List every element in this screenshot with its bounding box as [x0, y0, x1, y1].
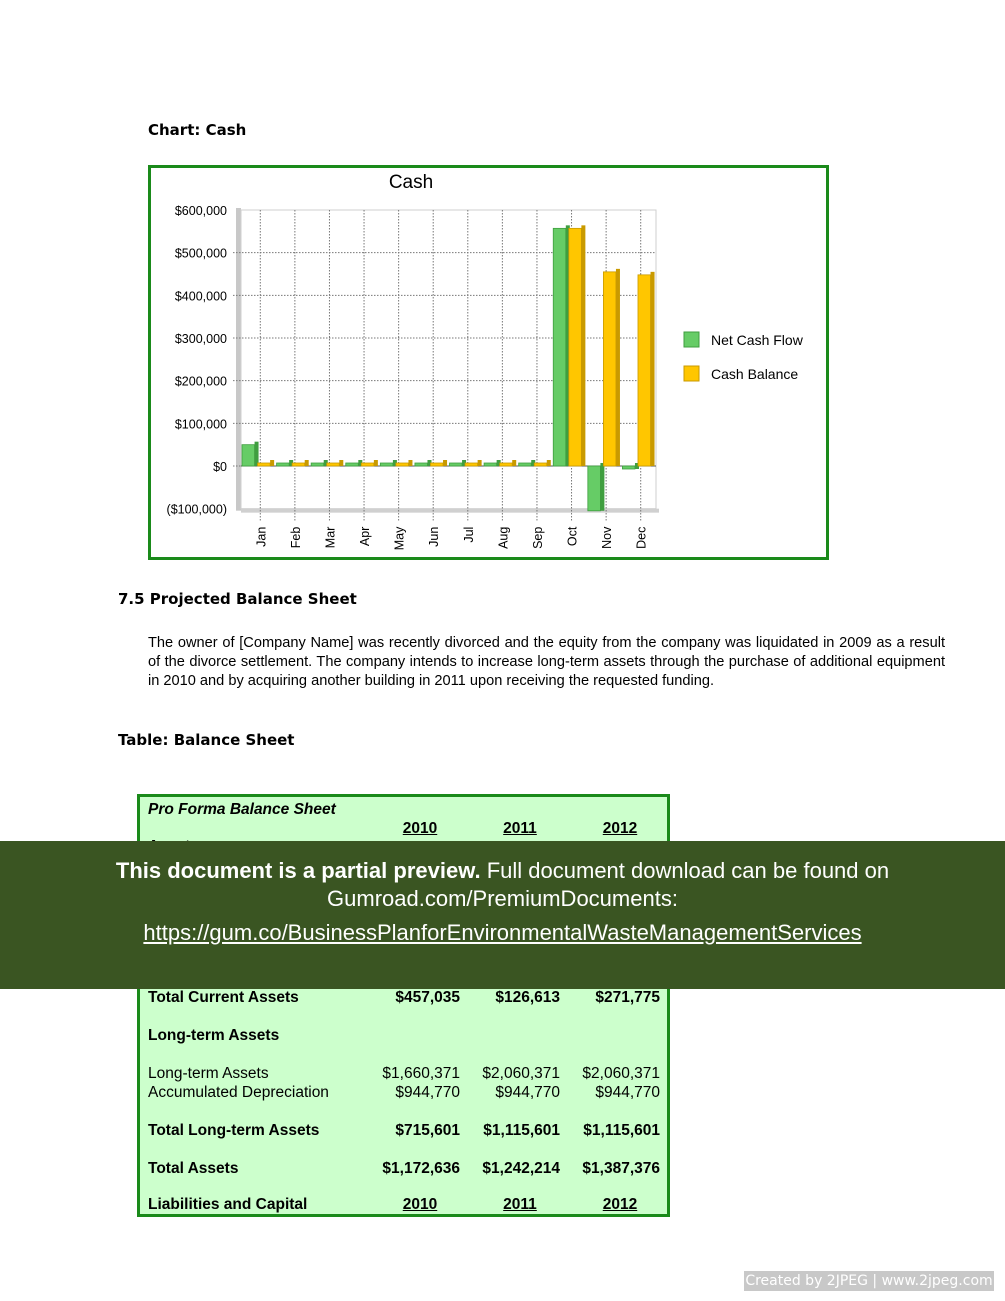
preview-banner — [0, 841, 1005, 989]
row-value: $2,060,371 — [482, 1065, 560, 1082]
table-row — [148, 1160, 663, 1180]
legend-label: Cash Balance — [711, 366, 799, 382]
plot-side-wall — [236, 208, 241, 511]
row-value: $944,770 — [495, 1084, 560, 1101]
row-value: $126,613 — [495, 989, 560, 1006]
table-title: Pro Forma Balance Sheet — [148, 801, 336, 818]
bar-cash-balance — [396, 463, 409, 466]
bar-side — [616, 269, 620, 466]
bar-cash-balance — [361, 463, 374, 466]
row-value: $1,172,636 — [382, 1160, 460, 1177]
table-row — [148, 1084, 663, 1104]
bar-side — [443, 460, 447, 466]
bar-side — [305, 460, 309, 466]
x-tick-label: Jan — [254, 526, 269, 547]
bar-net-cash-flow — [450, 463, 463, 466]
row-label: Total Assets — [148, 1160, 239, 1177]
x-tick-label: May — [392, 526, 407, 551]
bar-side — [270, 460, 274, 466]
x-tick-label: Oct — [565, 526, 580, 547]
bar-net-cash-flow — [622, 466, 635, 469]
row-value: $715,601 — [395, 1122, 460, 1139]
y-tick-label: $0 — [213, 460, 227, 474]
row-value: $1,115,601 — [483, 1122, 560, 1139]
bar-side — [600, 463, 604, 511]
row-value: $2,060,371 — [582, 1065, 660, 1082]
bar-side — [651, 272, 655, 466]
liabilities-label: Liabilities and Capital — [148, 1196, 308, 1213]
year-header: 2012 — [602, 820, 638, 837]
table-row — [148, 1027, 663, 1047]
bar-net-cash-flow — [519, 463, 532, 466]
bar-net-cash-flow — [277, 463, 290, 466]
bar-cash-balance — [569, 228, 582, 466]
x-tick-label: Nov — [600, 526, 615, 549]
row-value: $457,035 — [395, 989, 460, 1006]
chart-title: Cash — [388, 172, 434, 193]
bar-side — [255, 442, 259, 466]
preview-text: Full document download can be found on Gumroad.com/PremiumDocuments: — [327, 858, 890, 911]
cash-chart-svg — [151, 168, 826, 557]
preview-bold-text: This document is a partial preview. — [115, 858, 481, 883]
x-tick-label: Dec — [634, 526, 649, 549]
bar-net-cash-flow — [553, 228, 566, 466]
cash-chart — [148, 165, 829, 560]
bar-net-cash-flow — [484, 463, 497, 466]
row-label: Accumulated Depreciation — [148, 1084, 329, 1101]
table-title-row — [148, 801, 663, 821]
bar-cash-balance — [638, 275, 651, 466]
row-label: Total Long-term Assets — [148, 1122, 320, 1139]
y-tick-label: $400,000 — [174, 289, 227, 304]
section-heading: 7.5 Projected Balance Sheet — [118, 590, 357, 608]
bar-net-cash-flow — [242, 445, 255, 466]
bar-side — [374, 460, 378, 466]
row-value: $1,115,601 — [583, 1122, 660, 1139]
x-tick-label: Mar — [323, 526, 338, 549]
bar-cash-balance — [534, 463, 547, 466]
watermark: Created by 2JPEG | www.2jpeg.com — [745, 1273, 993, 1289]
row-value: $1,660,371 — [382, 1065, 460, 1082]
bar-side — [408, 460, 412, 466]
legend-swatch — [684, 366, 699, 381]
bar-cash-balance — [430, 463, 443, 466]
year-header: 2010 — [402, 1196, 438, 1213]
download-link[interactable]: https://gum.co/BusinessPlanforEnvironmentalWasteManagementServices — [143, 920, 862, 945]
x-tick-label: Aug — [496, 526, 511, 549]
table-row — [148, 1065, 663, 1085]
row-value: $271,775 — [595, 989, 660, 1006]
x-tick-label: Apr — [358, 526, 373, 547]
bar-side — [339, 460, 343, 466]
y-tick-label: ($100,000) — [166, 502, 227, 517]
bar-side — [478, 460, 482, 466]
bar-cash-balance — [258, 463, 271, 466]
bar-net-cash-flow — [588, 466, 601, 511]
legend-swatch — [684, 332, 699, 347]
bar-cash-balance — [500, 463, 513, 466]
row-value: $944,770 — [395, 1084, 460, 1101]
bar-cash-balance — [465, 463, 478, 466]
x-tick-label: Sep — [530, 526, 545, 549]
x-tick-label: Jun — [427, 526, 442, 547]
y-tick-label: $100,000 — [174, 417, 227, 432]
table-row — [148, 989, 663, 1009]
bar-cash-balance — [327, 463, 340, 466]
row-label: Total Current Assets — [148, 989, 299, 1006]
row-value: $944,770 — [595, 1084, 660, 1101]
bar-net-cash-flow — [311, 463, 324, 466]
legend-label: Net Cash Flow — [711, 332, 803, 348]
y-tick-label: $500,000 — [174, 246, 227, 261]
bar-net-cash-flow — [346, 463, 359, 466]
y-tick-label: $300,000 — [174, 332, 227, 346]
bar-cash-balance — [603, 272, 616, 466]
bar-side — [512, 460, 516, 466]
y-tick-label: $600,000 — [174, 204, 227, 218]
bar-cash-balance — [292, 463, 305, 466]
row-label: Long-term Assets — [148, 1027, 280, 1044]
chart-caption: Chart: Cash — [148, 121, 247, 139]
year-header: 2011 — [503, 820, 537, 837]
bar-net-cash-flow — [415, 463, 428, 466]
year-header: 2010 — [402, 820, 438, 837]
bar-side — [581, 225, 585, 466]
x-tick-label: Jul — [461, 526, 476, 543]
table-row — [148, 1122, 663, 1142]
year-header: 2011 — [503, 1196, 537, 1213]
year-header: 2012 — [602, 1196, 638, 1213]
row-value: $1,242,214 — [482, 1160, 560, 1177]
row-value: $1,387,376 — [582, 1160, 660, 1177]
x-tick-label: Feb — [288, 526, 303, 549]
row-label: Long-term Assets — [148, 1065, 269, 1082]
year-header-row — [148, 820, 663, 840]
bar-net-cash-flow — [380, 463, 393, 466]
y-tick-label: $200,000 — [174, 374, 227, 389]
liabilities-header-row — [148, 1196, 663, 1216]
section-paragraph: The owner of [Company Name] was recently divorced and the equity from the company was liquidated in 2009 as a result of the divorce settlement. The company intends to increase long-term assets through the purchase of additional equipment in 2010 and by acquiring another building in 2011 upon receiving the requested funding. — [148, 635, 945, 690]
table-caption: Table: Balance Sheet — [118, 731, 295, 749]
bar-side — [547, 460, 551, 466]
preview-message — [0, 857, 1005, 913]
